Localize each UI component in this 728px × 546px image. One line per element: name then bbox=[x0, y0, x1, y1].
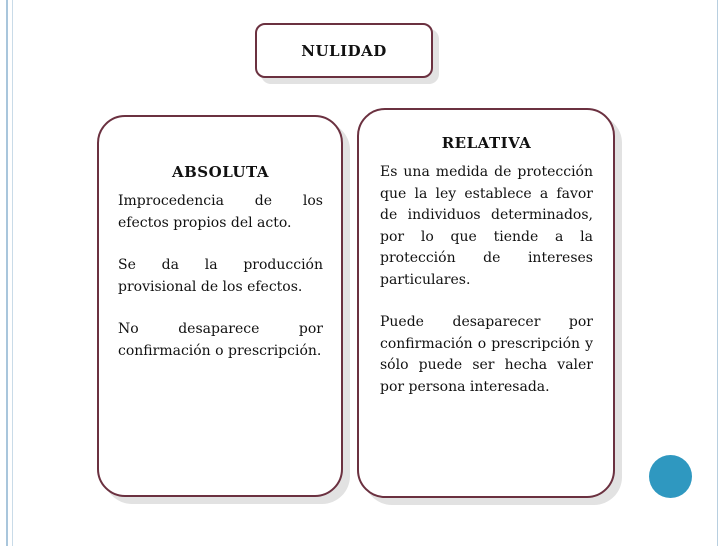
relativa-paragraph-2: Puede desaparecer por confirmación o prescripción y sólo puede ser hecha valer por persona interesada. bbox=[380, 314, 593, 395]
left-decorative-rule-inner bbox=[12, 0, 13, 546]
nulidad-title: NULIDAD bbox=[301, 41, 387, 60]
absoluta-title: ABSOLUTA bbox=[171, 163, 269, 181]
right-decorative-rule bbox=[717, 0, 718, 546]
absoluta-paragraph-1: Improcedencia de los efectos propios del acto. bbox=[118, 193, 323, 231]
absoluta-paragraph-2: Se da la producción provisional de los efectos. bbox=[118, 257, 323, 295]
decorative-circle-icon bbox=[649, 455, 692, 498]
relativa-title: RELATIVA bbox=[441, 134, 532, 152]
relativa-paragraph-1: Es una medida de protección que la ley establece a favor de individuos determinados, por lo que tiende a la protección de intereses particulares. bbox=[380, 164, 593, 288]
relativa-box bbox=[357, 108, 615, 498]
absoluta-paragraph-3: No desaparece por confirmación o prescripción. bbox=[118, 321, 323, 359]
absoluta-box bbox=[97, 115, 343, 497]
nulidad-box bbox=[255, 23, 433, 78]
left-decorative-rule bbox=[6, 0, 8, 546]
